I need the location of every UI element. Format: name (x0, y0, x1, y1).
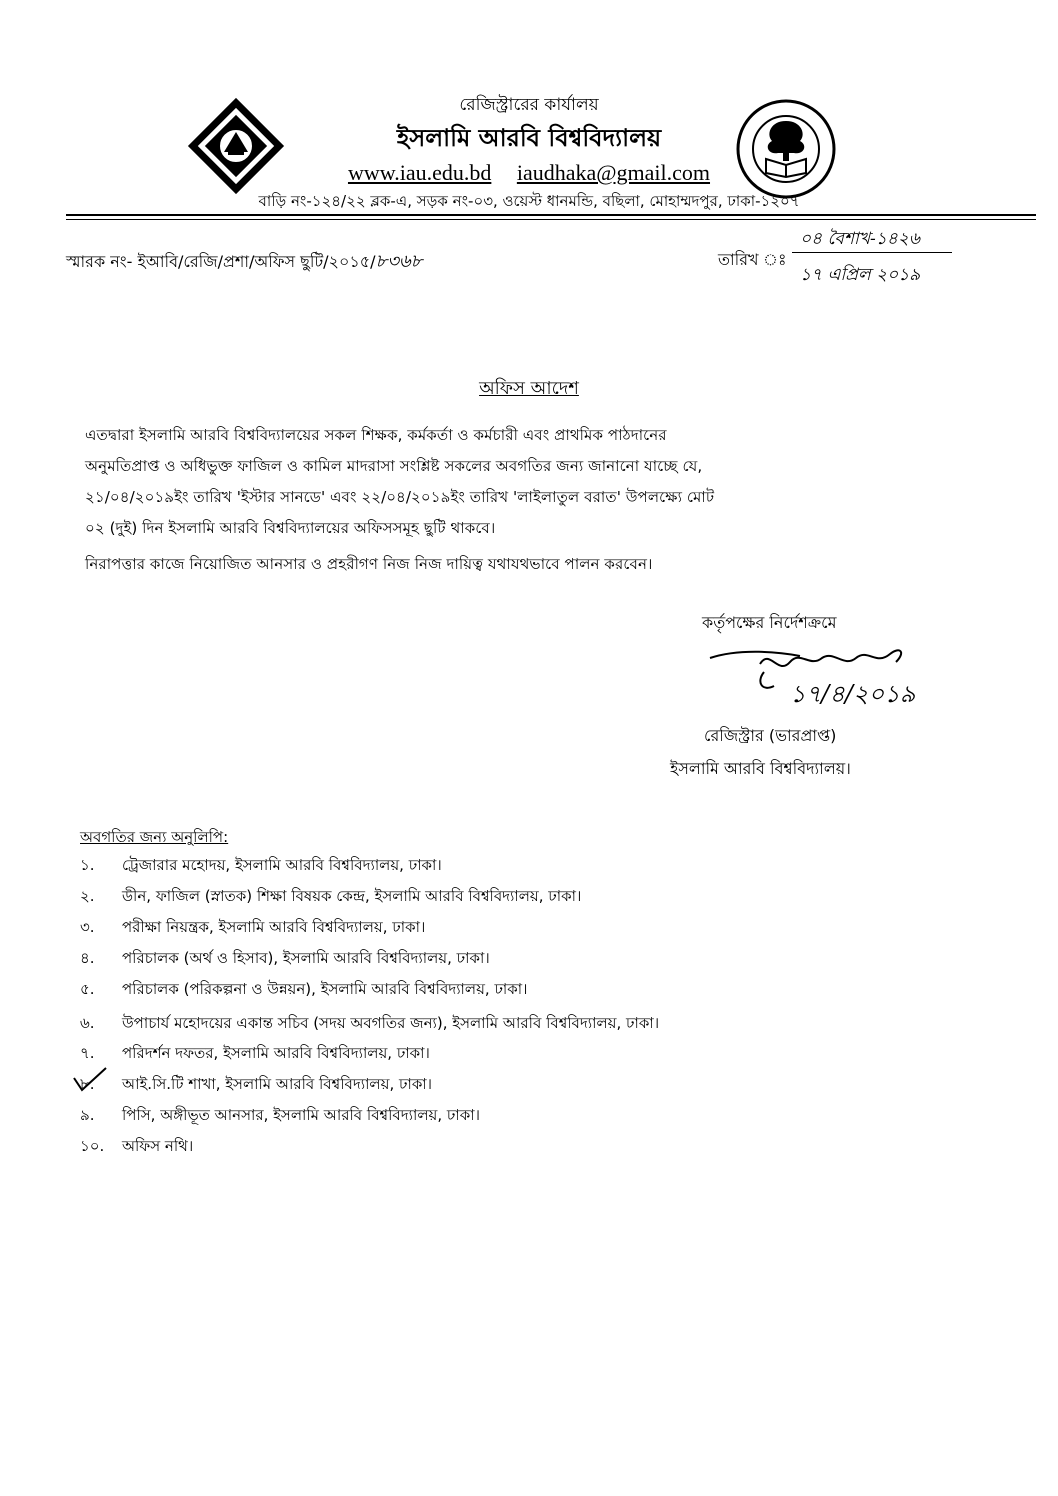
memo-label: স্মারক নং- ইআবি/রেজি/প্রশা/অফিস ছুটি/২০১৫/ (66, 252, 376, 271)
copies-heading: অবগতির জন্য অনুলিপি: (80, 828, 229, 846)
signatory-institution: ইসলামি আরবি বিশ্ববিদ্যালয়। (670, 759, 851, 778)
copy-item: ৭. পরিদর্শন দফতর, ইসলামি আরবি বিশ্ববিদ্যালয়, ঢাকা। (80, 1044, 430, 1062)
body-line-3: ২১/০৪/২০১৯ইং তারিখ 'ইস্টার সানডে' এবং ২২/০৪/২০১৯ইং তারিখ 'লাইলাতুল বরাত' উপলক্ষ্যে মোট (85, 488, 715, 506)
check-mark-icon (70, 1064, 110, 1098)
date-divider (792, 252, 952, 253)
email-link[interactable]: iaudhaka@gmail.com (516, 160, 711, 185)
office-name: রেজিস্ট্রারের কার্যালয় (459, 95, 599, 115)
header-divider (66, 214, 1036, 216)
copy-item: ৮. আই.সি.টি শাখা, ইসলামি আরবি বিশ্ববিদ্যালয়, ঢাকা। (80, 1075, 433, 1093)
designation: রেজিস্ট্রার (ভারপ্রাপ্ত) (704, 726, 837, 745)
copy-item: ১০. অফিস নথি। (80, 1137, 194, 1155)
signature-date: ১৭/৪/২০১৯ (790, 680, 916, 708)
memo-number (66, 247, 422, 278)
copy-item: ৫. পরিচালক (পরিকল্পনা ও উন্নয়ন), ইসলামি আরবি বিশ্ববিদ্যালয়, ঢাকা। (80, 980, 528, 998)
address: বাড়ি নং-১২৪/২২ ব্লক-এ, সড়ক নং-০৩, ওয়েস্ট ধানমন্ডি, বছিলা, মোহাম্মদপুর, ঢাকা-১২০৭ (258, 192, 800, 210)
header-divider-thin (66, 219, 1036, 220)
contact-links (0, 160, 1058, 186)
copy-item: ১. ট্রেজারার মহোদয়, ইসলামি আরবি বিশ্ববিদ্যালয়, ঢাকা। (80, 856, 442, 874)
copy-item: ৯. পিসি, অঙ্গীভূত আনসার, ইসলামি আরবি বিশ্ববিদ্যালয়, ঢাকা। (80, 1106, 480, 1124)
date-bangla: ০৪ বৈশাখ-১৪২৬ (800, 229, 920, 249)
copy-item: ৬. উপাচার্য মহোদয়ের একান্ত সচিব (সদয় অবগতির জন্য), ইসলামি আরবি বিশ্ববিদ্যালয়, ঢাকা। (80, 1014, 660, 1032)
document-title: অফিস আদেশ (479, 378, 579, 399)
body-paragraph-2: নিরাপত্তার কাজে নিয়োজিত আনসার ও প্রহরীগণ নিজ নিজ দায়িত্ব যথাযথভাবে পালন করবেন। (85, 555, 653, 573)
copy-item: ৩. পরীক্ষা নিয়ন্ত্রক, ইসলামি আরবি বিশ্ববিদ্যালয়, ঢাকা। (80, 918, 426, 936)
university-name: ইসলামি আরবি বিশ্ববিদ্যালয় (396, 124, 662, 152)
copy-item: ৪. পরিচালক (অর্থ ও হিসাব), ইসলামি আরবি বিশ্ববিদ্যালয়, ঢাকা। (80, 949, 490, 967)
body-line-1: এতদ্বারা ইসলামি আরবি বিশ্ববিদ্যালয়ের সকল শিক্ষক, কর্মকর্তা ও কর্মচারী এবং প্রাথমিক পাঠদানের (85, 426, 667, 444)
date-english: ১৭ এপ্রিল ২০১৯ (800, 265, 921, 285)
memo-handwritten-number: ৮৩৬৮ (375, 251, 423, 272)
by-order-text: কর্তৃপক্ষের নির্দেশক্রমে (702, 613, 837, 632)
copy-item: ২. ডীন, ফাজিল (স্নাতক) শিক্ষা বিষয়ক কেন্দ্র, ইসলামি আরবি বিশ্ববিদ্যালয়, ঢাকা। (80, 887, 582, 905)
website-link[interactable]: www.iau.edu.bd (347, 160, 492, 185)
body-line-4: ০২ (দুই) দিন ইসলামি আরবি বিশ্ববিদ্যালয়ের অফিসসমূহ ছুটি থাকবে। (85, 519, 496, 537)
date-label: তারিখ ঃ (718, 250, 787, 269)
body-line-2: অনুমতিপ্রাপ্ত ও অধিভুক্ত ফাজিল ও কামিল মাদরাসা সংশ্লিষ্ট সকলের অবগতির জন্য জানানো যাচ্ছে যে, (85, 457, 703, 475)
